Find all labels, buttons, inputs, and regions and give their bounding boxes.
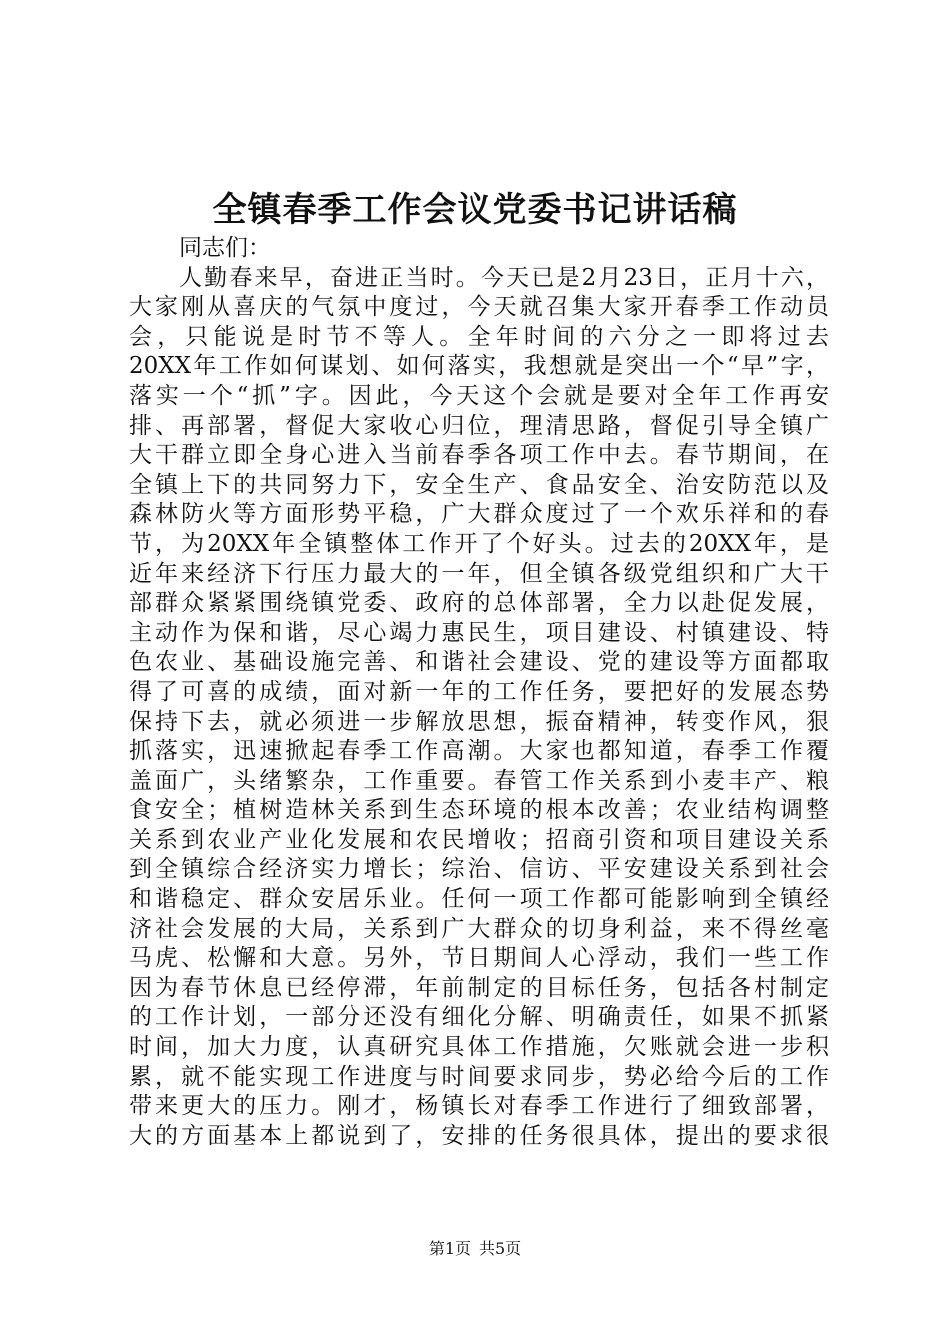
paragraph-line: 马虎、松懈和大意。另外，节日期间人心浮动，我们一些工作: [129, 945, 829, 972]
paragraph-line: 时间，加大力度，认真研究具体工作措施，欠账就会进一步积: [129, 1034, 829, 1061]
paragraph-line: 和谐稳定、群众安居乐业。任何一项工作都可能影响到全镇经: [129, 886, 829, 913]
page-footer: [0, 1238, 950, 1260]
paragraph-line: 济社会发展的大局，关系到广大群众的切身利益，来不得丝毫: [129, 915, 829, 942]
paragraph-line: 得了可喜的成绩，面对新一年的工作任务，要把好的发展态势: [129, 678, 829, 705]
paragraph-line: 落实一个“抓”字。因此，今天这个会就是要对全年工作再安: [129, 382, 829, 409]
paragraph-line: 人勤春来早，奋进正当时。今天已是2月23日，正月十六，: [179, 264, 829, 291]
paragraph-line: 排、再部署，督促大家收心归位，理清思路，督促引导全镇广: [129, 412, 829, 439]
paragraph-line: 近年来经济下行压力最大的一年，但全镇各级党组织和广大干: [129, 560, 829, 587]
paragraph-line: 大家刚从喜庆的气氛中度过，今天就召集大家开春季工作动员: [129, 294, 829, 321]
page-total: 共5页: [479, 1239, 522, 1258]
paragraph-line: 的工作计划，一部分还没有细化分解、明确责任，如果不抓紧: [129, 1004, 829, 1031]
paragraph-line: 森林防火等方面形势平稳，广大群众度过了一个欢乐祥和的春: [129, 501, 829, 528]
paragraph-line: 全镇上下的共同努力下，安全生产、食品安全、治安防范以及: [129, 471, 829, 498]
paragraph-line: 20XX年工作如何谋划、如何落实，我想就是突出一个“早”字，: [129, 353, 829, 380]
paragraph-line: 主动作为保和谐，尽心竭力惠民生，项目建设、村镇建设、特: [129, 619, 829, 646]
paragraph-line: 关系到农业产业化发展和农民增收；招商引资和项目建设关系: [129, 826, 829, 853]
paragraph-line: 抓落实，迅速掀起春季工作高潮。大家也都知道，春季工作覆: [129, 738, 829, 765]
paragraph-line: 大干群立即全身心进入当前春季各项工作中去。春节期间，在: [129, 442, 829, 469]
salutation-line: 同志们：: [179, 235, 271, 261]
paragraph-line: 大的方面基本上都说到了，安排的任务很具体，提出的要求很: [129, 1122, 829, 1149]
paragraph-line: 食安全；植树造林关系到生态环境的根本改善；农业结构调整: [129, 797, 829, 824]
paragraph-line: 色农业、基础设施完善、和谐社会建设、党的建设等方面都取: [129, 649, 829, 676]
document-body: [129, 234, 829, 1151]
paragraph-line: 累，就不能实现工作进度与时间要求同步，势必给今后的工作: [129, 1063, 829, 1090]
paragraph-line: 因为春节休息已经停滞，年前制定的目标任务，包括各村制定: [129, 974, 829, 1001]
paragraph-line: 带来更大的压力。刚才，杨镇长对春季工作进行了细致部署，: [129, 1093, 829, 1120]
paragraph-line: 保持下去，就必须进一步解放思想，振奋精神，转变作风，狠: [129, 708, 829, 735]
page-number: 第1页: [428, 1239, 471, 1258]
document-title: 全镇春季工作会议党委书记讲话稿: [212, 190, 738, 230]
paragraph-line: 节，为20XX年全镇整体工作开了个好头。过去的20XX年，是: [129, 530, 829, 557]
paragraph-line: 会，只能说是时节不等人。全年时间的六分之一即将过去: [129, 323, 829, 350]
paragraph-line: 部群众紧紧围绕镇党委、政府的总体部署，全力以赴促发展，: [129, 590, 829, 617]
paragraph-line: 盖面广，头绪繁杂，工作重要。春管工作关系到小麦丰产、粮: [129, 767, 829, 794]
paragraph-line: 到全镇综合经济实力增长；综治、信访、平安建设关系到社会: [129, 856, 829, 883]
